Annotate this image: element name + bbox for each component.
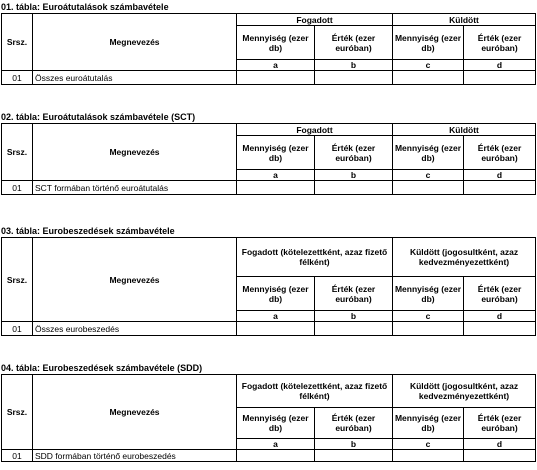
sub-ertek-fogadott: Érték (ezer euróban) — [315, 408, 393, 439]
row-srsz: 01 — [2, 71, 33, 85]
sub-ertek-fogadott: Érték (ezer euróban) — [315, 277, 393, 311]
group-fogadott: Fogadott (kötelezettként, azaz fizető félként) — [237, 238, 393, 277]
sub-mennyiseg-kuldott: Mennyiség (ezer db) — [393, 277, 464, 311]
col-srsz: Srsz. — [2, 14, 33, 71]
table-title: 04. tábla: Eurobeszedések számbavétele (SDD) — [1, 363, 203, 373]
letter-a: a — [237, 439, 315, 450]
table-03 — [1, 237, 536, 336]
row-srsz: 01 — [2, 450, 33, 462]
cell-c[interactable] — [393, 450, 464, 462]
cell-d[interactable] — [464, 71, 536, 85]
cell-d[interactable] — [464, 450, 536, 462]
cell-b[interactable] — [315, 71, 393, 85]
cell-b[interactable] — [315, 322, 393, 336]
table-04 — [1, 374, 536, 462]
group-kuldott: Küldött (jogosultként, azaz kedvezményezettként) — [393, 375, 536, 408]
table-title: 02. tábla: Euroátutalások számbavétele (SCT) — [1, 112, 196, 122]
sub-ertek-kuldott: Érték (ezer euróban) — [464, 26, 536, 60]
letter-c: c — [393, 311, 464, 322]
row-name: Összes euroátutalás — [33, 71, 237, 85]
cell-a[interactable] — [237, 71, 315, 85]
table-04-section — [1, 363, 535, 462]
sub-mennyiseg-kuldott: Mennyiség (ezer db) — [393, 408, 464, 439]
table-row — [2, 322, 536, 336]
sub-ertek-fogadott: Érték (ezer euróban) — [315, 26, 393, 60]
sub-mennyiseg-fogadott: Mennyiség (ezer db) — [237, 136, 315, 170]
letter-b: b — [315, 170, 393, 181]
letter-b: b — [315, 60, 393, 71]
sub-mennyiseg-fogadott: Mennyiség (ezer db) — [237, 408, 315, 439]
sub-mennyiseg-kuldott: Mennyiség (ezer db) — [393, 136, 464, 170]
cell-a[interactable] — [237, 450, 315, 462]
row-name: SCT formában történő euroátutalás — [33, 181, 237, 195]
table-02-section — [1, 112, 535, 195]
letter-b: b — [315, 311, 393, 322]
group-kuldott: Küldött — [393, 14, 536, 26]
cell-b[interactable] — [315, 181, 393, 195]
cell-b[interactable] — [315, 450, 393, 462]
letter-c: c — [393, 60, 464, 71]
sub-ertek-kuldott: Érték (ezer euróban) — [464, 277, 536, 311]
table-row — [2, 71, 536, 85]
letter-d: d — [464, 170, 536, 181]
col-name: Megnevezés — [33, 375, 237, 450]
sub-ertek-kuldott: Érték (ezer euróban) — [464, 136, 536, 170]
table-02 — [1, 123, 536, 195]
letter-c: c — [393, 170, 464, 181]
col-name: Megnevezés — [33, 14, 237, 71]
row-name: Összes eurobeszedés — [33, 322, 237, 336]
letter-a: a — [237, 170, 315, 181]
group-fogadott: Fogadott — [237, 124, 393, 136]
sub-mennyiseg-fogadott: Mennyiség (ezer db) — [237, 26, 315, 60]
row-srsz: 01 — [2, 181, 33, 195]
cell-d[interactable] — [464, 181, 536, 195]
row-name: SDD formában történő eurobeszedés — [33, 450, 237, 462]
group-kuldott: Küldött — [393, 124, 536, 136]
col-name: Megnevezés — [33, 238, 237, 322]
letter-b: b — [315, 439, 393, 450]
cell-c[interactable] — [393, 71, 464, 85]
table-03-section — [1, 226, 535, 336]
table-row — [2, 181, 536, 195]
letter-d: d — [464, 439, 536, 450]
cell-c[interactable] — [393, 181, 464, 195]
row-srsz: 01 — [2, 322, 33, 336]
table-01-section — [1, 2, 535, 85]
table-01 — [1, 13, 536, 85]
table-row — [2, 450, 536, 462]
cell-a[interactable] — [237, 181, 315, 195]
group-fogadott: Fogadott (kötelezettként, azaz fizető félként) — [237, 375, 393, 408]
cell-c[interactable] — [393, 322, 464, 336]
sub-mennyiseg-fogadott: Mennyiség (ezer db) — [237, 277, 315, 311]
col-name: Megnevezés — [33, 124, 237, 181]
sub-ertek-kuldott: Érték (ezer euróban) — [464, 408, 536, 439]
letter-d: d — [464, 311, 536, 322]
group-kuldott: Küldött (jogosultként, azaz kedvezményezettként) — [393, 238, 536, 277]
group-fogadott: Fogadott — [237, 14, 393, 26]
sub-ertek-fogadott: Érték (ezer euróban) — [315, 136, 393, 170]
cell-d[interactable] — [464, 322, 536, 336]
col-srsz: Srsz. — [2, 375, 33, 450]
col-srsz: Srsz. — [2, 124, 33, 181]
table-title: 01. tábla: Euroátutalások számbavétele — [1, 2, 169, 12]
col-srsz: Srsz. — [2, 238, 33, 322]
letter-a: a — [237, 60, 315, 71]
letter-a: a — [237, 311, 315, 322]
cell-a[interactable] — [237, 322, 315, 336]
table-title: 03. tábla: Eurobeszedések számbavétele — [1, 226, 175, 236]
sub-mennyiseg-kuldott: Mennyiség (ezer db) — [393, 26, 464, 60]
letter-d: d — [464, 60, 536, 71]
letter-c: c — [393, 439, 464, 450]
